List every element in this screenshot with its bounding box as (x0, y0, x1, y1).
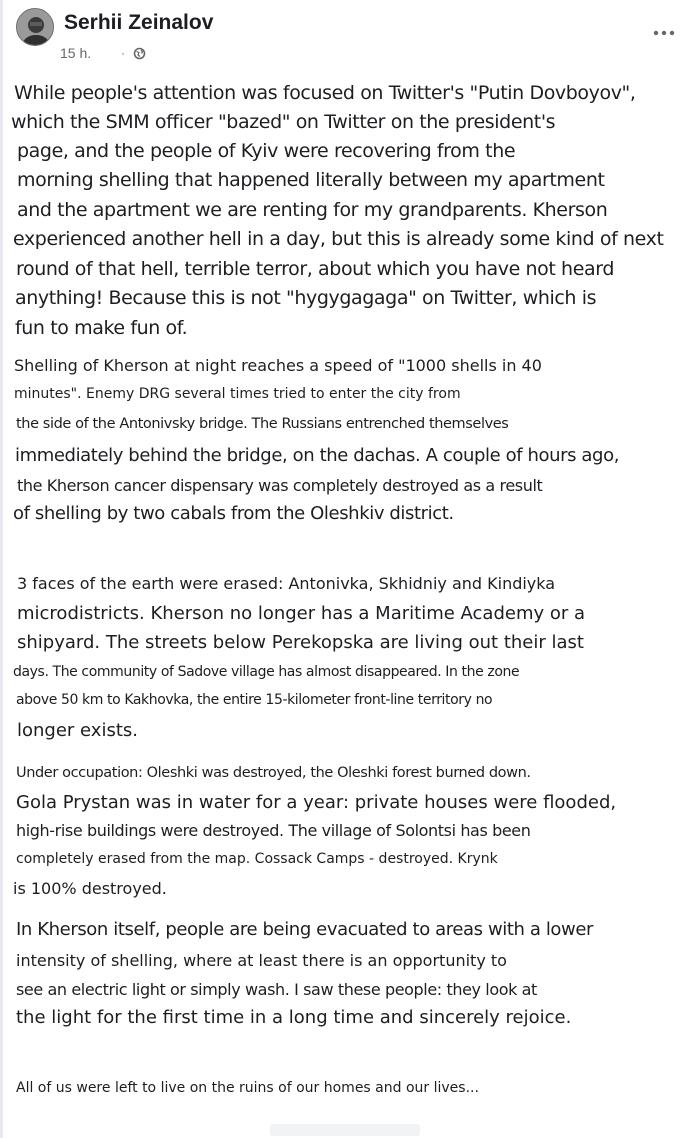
post-text-line: fun to make fun of. (15, 317, 188, 339)
post-text-line: 3 faces of the earth were erased: Antonivka, Skhidniy and Kindiyka (17, 574, 556, 593)
globe-icon[interactable] (133, 47, 146, 60)
post-text-line: days. The community of Sadove village has almost disappeared. In the zone (13, 664, 520, 680)
avatar-photo-icon (17, 9, 54, 46)
post-text-line: high-rise buildings were destroyed. The village of Solontsi has been (16, 821, 531, 840)
post-text-line: anything! Because this is not "hygygagaga" on Twitter, which is (15, 287, 597, 309)
post-text-line: While people's attention was focused on Twitter's "Putin Dovboyov", (14, 82, 636, 104)
post-text-line: All of us were left to live on the ruins of our homes and our lives... (16, 1080, 479, 1096)
post-text-line: In Kherson itself, people are being evacuated to areas with a lower (16, 919, 594, 940)
left-divider (0, 0, 3, 1138)
more-options-icon[interactable] (652, 27, 676, 39)
post-text-line: page, and the people of Kyiv were recovering from the (17, 140, 516, 162)
post-text-line: immediately behind the bridge, on the dachas. A couple of hours ago, (15, 445, 620, 466)
post-meta (60, 44, 146, 62)
post-text-line: microdistricts. Kherson no longer has a Maritime Academy or a (17, 603, 586, 624)
post-text-line: the side of the Antonivsky bridge. The Russians entrenched themselves (16, 416, 509, 432)
post-text-line: Shelling of Kherson at night reaches a speed of "1000 shells in 40 (14, 356, 542, 375)
avatar[interactable] (16, 8, 54, 46)
post-text-line: intensity of shelling, where at least there is an opportunity to (16, 951, 507, 970)
post-text-line: completely erased from the map. Cossack Camps - destroyed. Krynk (16, 851, 498, 867)
faded-footer-artifact (270, 1124, 420, 1136)
post-text-line: above 50 km to Kakhovka, the entire 15-kilometer front-line territory no (16, 692, 493, 708)
post-text-line: which the SMM officer "bazed" on Twitter on the president's (11, 111, 556, 133)
post-timestamp[interactable]: 15 h. (60, 45, 92, 62)
post-text-line: of shelling by two cabals from the Oleshkiv district. (13, 503, 454, 524)
post-text-line: is 100% destroyed. (13, 879, 167, 898)
post-text-line: round of that hell, terrible terror, about which you have not heard (16, 258, 614, 280)
post-text-line: and the apartment we are renting for my grandparents. Kherson (17, 199, 608, 221)
post-text-line: minutes". Enemy DRG several times tried to enter the city from (14, 386, 461, 402)
post-text-line: the light for the first time in a long time and sincerely rejoice. (16, 1007, 572, 1028)
meta-separator: · (121, 46, 126, 61)
post-text-line: morning shelling that happened literally between my apartment (17, 169, 605, 191)
post-text-line: see an electric light or simply wash. I saw these people: they look at (16, 980, 537, 999)
post-text-line: experienced another hell in a day, but this is already some kind of next (13, 228, 664, 250)
post-header (16, 8, 676, 62)
post-text-line: longer exists. (17, 720, 138, 741)
post-text-line: Gola Prystan was in water for a year: private houses were flooded, (16, 792, 617, 813)
author-name[interactable]: Serhii Zeinalov (64, 11, 214, 34)
post-text-line: Under occupation: Oleshki was destroyed, the Oleshki forest burned down. (16, 765, 531, 781)
post-text-line: shipyard. The streets below Perekopska are living out their last (17, 632, 584, 653)
post-text-line: the Kherson cancer dispensary was completely destroyed as a result (17, 476, 543, 495)
